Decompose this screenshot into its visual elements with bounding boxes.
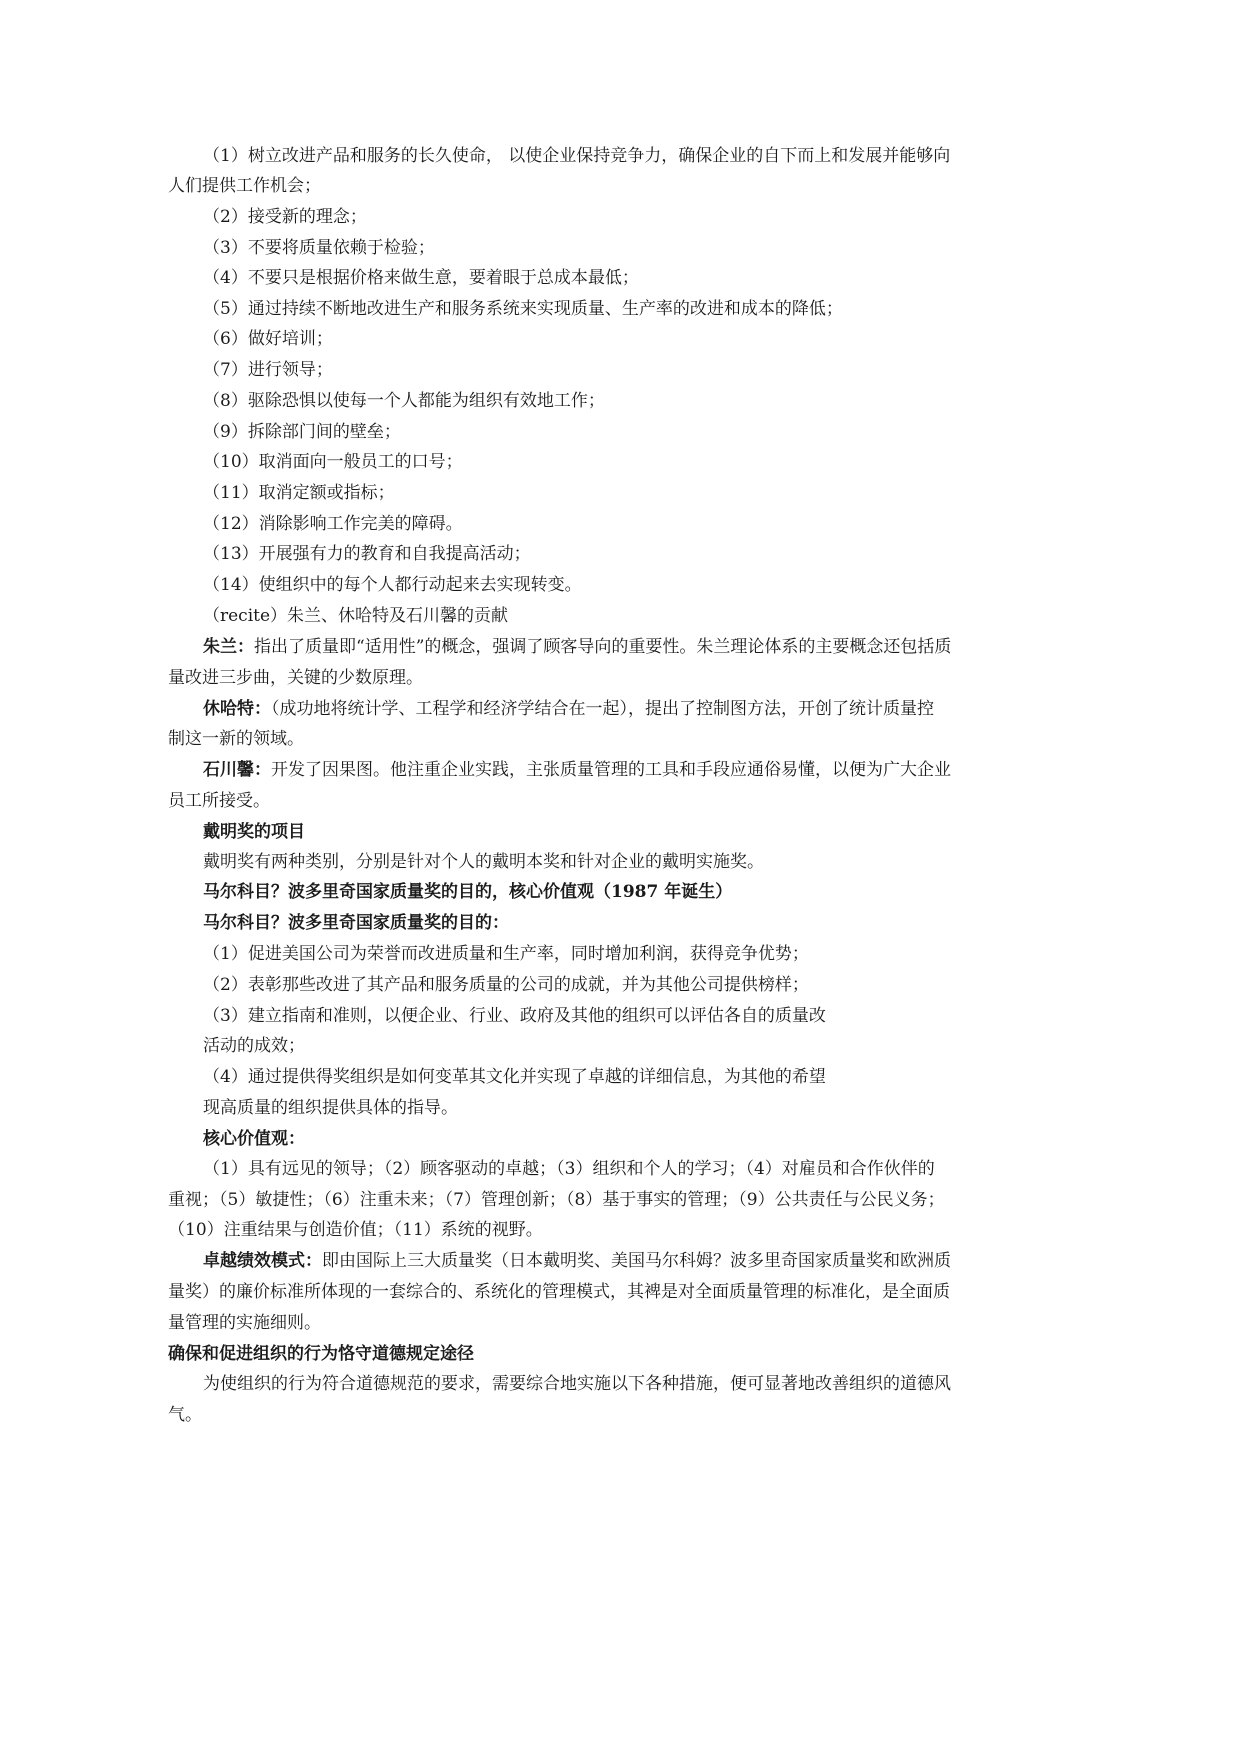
deming-point-7: （7）进行领导； [203, 360, 333, 380]
shewhart-text-cont: 制这一新的领域。 [168, 729, 304, 749]
baldrige-purpose-3-cont: 活动的成效； [203, 1036, 305, 1056]
ethics-heading: 确保和促进组织的行为恪守道德规定途径 [168, 1344, 474, 1364]
excellence-text-cont-1: 量奖）的廉价标准所体现的一套综合的、系统化的管理模式，其裨是对全面质量管理的标准化，是全面质 [168, 1282, 950, 1302]
deming-prize-heading: 戴明奖的项目 [203, 822, 305, 842]
juran-name: 朱兰： [203, 637, 254, 657]
deming-point-8: （8）驱除恐惧以使每一个人都能为组织有效地工作； [203, 391, 605, 411]
core-values-line-2: 重视；（5）敏捷性；（6）注重未来；（7）管理创新；（8）基于事实的管理；（9）公共责任与公民义务； [168, 1190, 945, 1210]
deming-prize-text: 戴明奖有两种类别，分别是针对个人的戴明本奖和针对企业的戴明实施奖。 [203, 852, 764, 872]
ishikawa-text: 开发了因果图。他注重企业实践，主张质量管理的工具和手段应通俗易懂，以便为广大企业 [271, 760, 951, 780]
ishikawa-name: 石川馨： [203, 760, 271, 780]
deming-point-9: （9）拆除部门间的壁垒； [203, 422, 401, 442]
excellence-text-cont-2: 量管理的实施细则。 [168, 1313, 321, 1333]
ishikawa-paragraph [203, 758, 951, 782]
juran-paragraph [203, 635, 951, 659]
deming-point-3: （3）不要将质量依赖于检验； [203, 238, 435, 258]
deming-point-1-cont: 人们提供工作机会； [168, 176, 321, 196]
shewhart-text: （成功地将统计学、工程学和经济学结合在一起），提出了控制图方法，开创了统计质量控 [271, 699, 934, 719]
deming-point-4: （4）不要只是根据价格来做生意，要着眼于总成本最低； [203, 268, 639, 288]
deming-point-13: （13）开展强有力的教育和自我提高活动； [203, 544, 531, 564]
deming-point-5: （5）通过持续不断地改进生产和服务系统来实现质量、生产率的改进和成本的降低； [203, 299, 843, 319]
deming-point-12: （12）消除影响工作完美的障碍。 [203, 514, 463, 534]
contributions-heading: （recite）朱兰、休哈特及石川馨的贡献 [203, 606, 509, 626]
baldrige-purpose-3: （3）建立指南和准则，以便企业、行业、政府及其他的组织可以评估各自的质量改 [203, 1006, 826, 1026]
ethics-text: 为使组织的行为符合道德规范的要求，需要综合地实施以下各种措施，便可显著地改善组织的道德风 [203, 1374, 951, 1394]
baldrige-purpose-4-cont: 现高质量的组织提供具体的指导。 [203, 1098, 458, 1118]
core-values-heading: 核心价值观： [203, 1129, 305, 1149]
excellence-text: 即由国际上三大质量奖（日本戴明奖、美国马尔科姆？波多里奇国家质量奖和欧洲质 [322, 1251, 951, 1271]
deming-point-10: （10）取消面向一般员工的口号； [203, 452, 463, 472]
baldrige-heading: 马尔科目？波多里奇国家质量奖的目的，核心价值观（1987 年诞生） [203, 882, 733, 902]
deming-point-11: （11）取消定额或指标； [203, 483, 395, 503]
core-values-line-1: （1）具有远见的领导；（2）顾客驱动的卓越；（3）组织和个人的学习；（4）对雇员和合作伙伴的 [203, 1159, 935, 1179]
ethics-text-cont: 气。 [168, 1405, 202, 1425]
deming-point-2: （2）接受新的理念； [203, 207, 367, 227]
baldrige-purpose-4: （4）通过提供得奖组织是如何变革其文化并实现了卓越的详细信息，为其他的希望 [203, 1067, 826, 1087]
deming-point-6: （6）做好培训； [203, 329, 333, 349]
excellence-name: 卓越绩效模式： [203, 1251, 322, 1271]
core-values-line-3: （10）注重结果与创造价值；（11）系统的视野。 [168, 1220, 543, 1240]
shewhart-paragraph [203, 697, 934, 721]
juran-text: 指出了质量即“适用性”的概念，强调了顾客导向的重要性。朱兰理论体系的主要概念还包括质 [254, 637, 952, 657]
juran-text-cont: 量改进三步曲，关键的少数原理。 [168, 668, 423, 688]
deming-point-14: （14）使组织中的每个人都行动起来去实现转变。 [203, 575, 582, 595]
ishikawa-text-cont: 员工所接受。 [168, 791, 270, 811]
excellence-paragraph [203, 1249, 951, 1273]
shewhart-name: 休哈特： [203, 699, 271, 719]
deming-point-1: （1）树立改进产品和服务的长久使命， 以使企业保持竞争力，确保企业的自下而上和发展并能够向 [203, 146, 951, 166]
baldrige-purpose-1: （1）促进美国公司为荣誉而改进质量和生产率，同时增加利润，获得竞争优势； [203, 944, 809, 964]
baldrige-purpose-2: （2）表彰那些改进了其产品和服务质量的公司的成就，并为其他公司提供榜样； [203, 975, 809, 995]
baldrige-purpose-heading: 马尔科目？波多里奇国家质量奖的目的： [203, 913, 509, 933]
